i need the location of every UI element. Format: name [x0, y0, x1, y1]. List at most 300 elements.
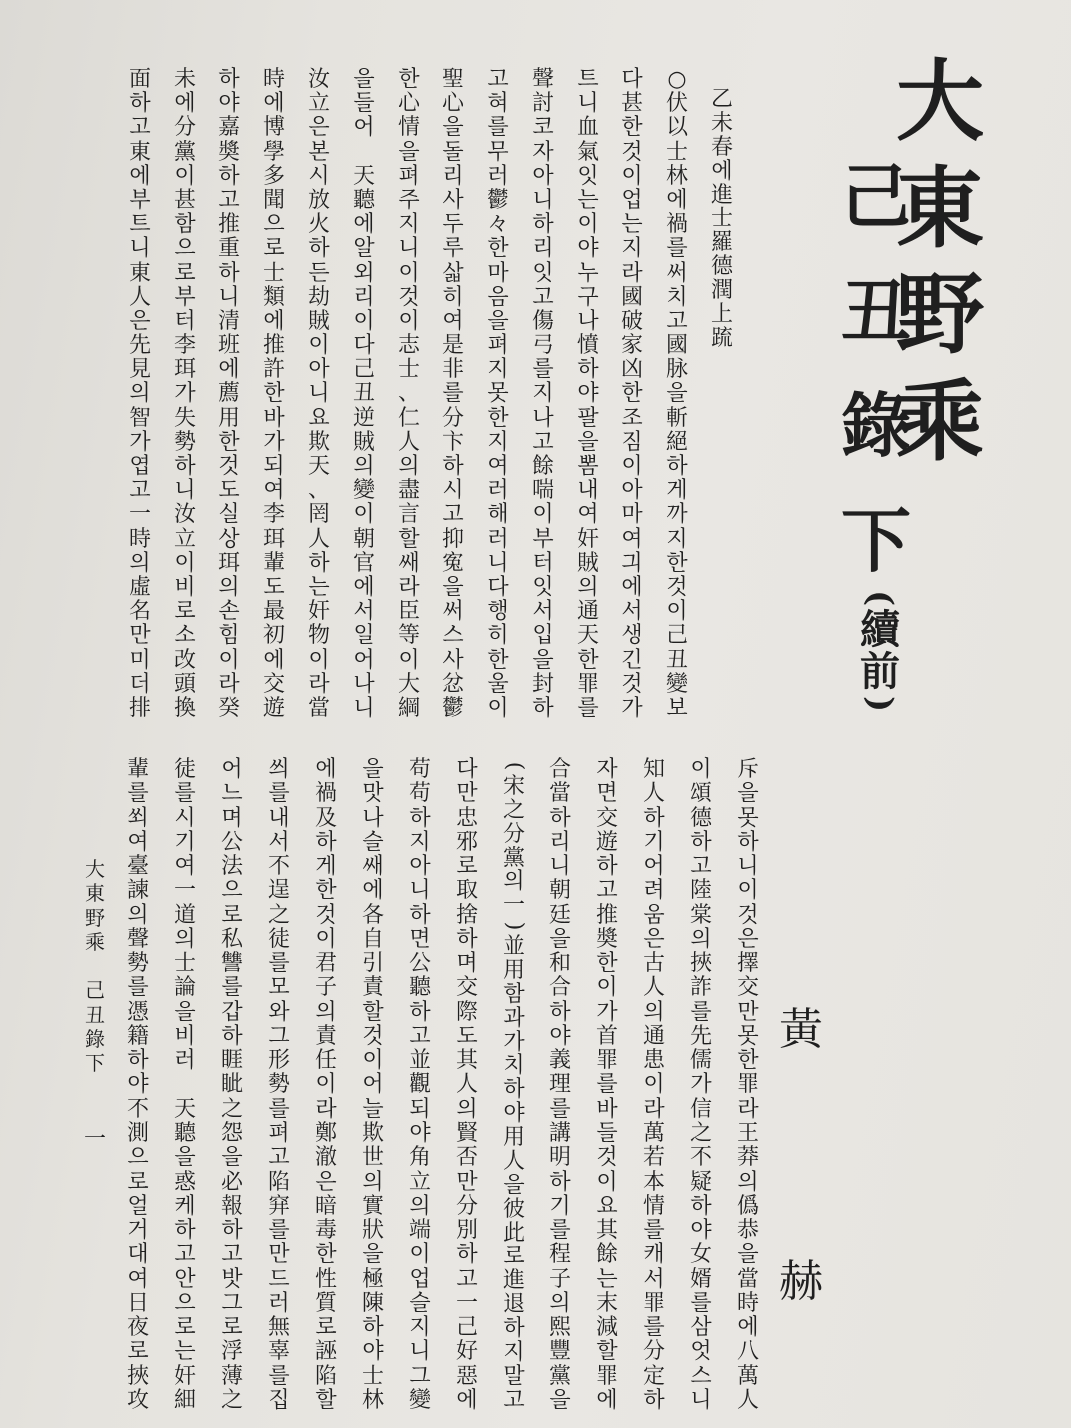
- glyph: 錄: [85, 1026, 105, 1051]
- glyph: 聖: [441, 67, 464, 92]
- glyph: 天: [352, 163, 375, 189]
- glyph: 李: [173, 333, 196, 359]
- glyph: 하: [174, 454, 196, 479]
- glyph: 嘉: [217, 115, 240, 141]
- glyph: [348, 141, 380, 164]
- glyph: 니: [218, 284, 240, 310]
- upper-column: [213, 68, 245, 720]
- glyph: 하: [174, 1218, 196, 1244]
- glyph: 推: [217, 212, 240, 238]
- glyph: 逞: [267, 878, 290, 904]
- glyph: 을: [362, 757, 384, 782]
- glyph: 히: [487, 623, 509, 649]
- glyph: 換: [173, 695, 196, 721]
- glyph: 며: [221, 805, 243, 831]
- glyph: 하: [643, 805, 665, 831]
- glyph: 極: [361, 1266, 384, 1292]
- glyph: 交: [736, 975, 759, 1001]
- glyph: 대: [127, 1242, 149, 1268]
- glyph: 德: [689, 805, 712, 831]
- glyph: 를: [268, 1096, 290, 1122]
- glyph: 하: [129, 91, 151, 117]
- glyph: 許: [262, 357, 285, 383]
- glyph: 하: [549, 805, 571, 831]
- upper-column: [258, 68, 290, 720]
- glyph: 니: [409, 878, 431, 904]
- glyph: 이: [398, 647, 420, 673]
- glyph: 알: [353, 236, 375, 262]
- glyph: 人: [455, 1072, 478, 1098]
- glyph: 士: [262, 260, 285, 286]
- glyph: 하: [218, 260, 240, 286]
- glyph: 을: [442, 115, 464, 141]
- glyph: 陳: [361, 1290, 384, 1316]
- glyph: 珥: [262, 526, 285, 552]
- glyph: 요: [596, 1193, 618, 1219]
- glyph: 情: [397, 115, 420, 141]
- glyph: 것: [218, 454, 240, 479]
- glyph: 거: [127, 1218, 149, 1244]
- glyph: 任: [314, 1048, 337, 1074]
- glyph: 고: [503, 1387, 525, 1413]
- glyph: 은: [737, 926, 759, 952]
- glyph: 이: [666, 599, 688, 625]
- glyph: 當: [548, 781, 571, 807]
- glyph: 士: [397, 357, 420, 383]
- glyph: 鄭: [314, 1120, 337, 1146]
- glyph: 分: [173, 115, 196, 141]
- glyph: 家: [620, 333, 643, 359]
- glyph: 니: [737, 854, 759, 880]
- glyph: 綱: [397, 695, 420, 721]
- glyph: 바: [263, 405, 285, 431]
- glyph: 를: [690, 1290, 712, 1316]
- glyph: 罪: [736, 1072, 759, 1098]
- upper-column: [303, 68, 335, 720]
- glyph: 擇: [736, 951, 759, 977]
- glyph: 否: [455, 1145, 478, 1171]
- glyph: 행: [487, 599, 509, 625]
- glyph: 斥: [736, 757, 759, 782]
- glyph: 黃: [779, 1004, 823, 1055]
- glyph: 하: [690, 1193, 712, 1219]
- glyph: 한: [218, 429, 240, 455]
- lower-column: [544, 758, 576, 1412]
- glyph: 은: [315, 1169, 337, 1195]
- glyph: 사: [442, 187, 464, 213]
- glyph: 에: [129, 163, 151, 189]
- glyph: 갑: [221, 999, 243, 1025]
- glyph: 것: [621, 671, 643, 697]
- glyph: 에: [315, 757, 337, 782]
- glyph: 만: [456, 1169, 478, 1195]
- glyph: 이: [218, 647, 240, 673]
- glyph: 것: [666, 574, 688, 600]
- glyph: 伏: [665, 91, 688, 117]
- glyph: 이: [621, 163, 643, 189]
- lower-column: [169, 758, 201, 1412]
- lower-column: [732, 758, 764, 1412]
- glyph: 人: [307, 526, 330, 552]
- glyph: 己: [85, 978, 105, 1003]
- glyph: 和: [548, 951, 571, 977]
- glyph: 주: [398, 187, 420, 213]
- glyph: 籍: [126, 1023, 149, 1049]
- glyph: 의: [456, 1096, 478, 1122]
- glyph: 이: [398, 308, 420, 334]
- glyph: 勢: [126, 951, 149, 977]
- glyph: 라: [621, 260, 643, 286]
- glyph: 의: [362, 1169, 384, 1195]
- glyph: 만: [737, 999, 759, 1025]
- glyph: 더: [129, 671, 151, 697]
- glyph: 班: [217, 333, 240, 359]
- glyph: 及: [314, 805, 337, 831]
- glyph: 지: [532, 381, 554, 407]
- glyph: 東: [128, 260, 151, 286]
- glyph: 遊: [262, 695, 285, 721]
- glyph: 大: [397, 671, 420, 697]
- glyph: 挾: [689, 951, 712, 977]
- glyph: 치: [666, 284, 688, 310]
- glyph: 는: [577, 187, 599, 213]
- glyph: 하: [315, 829, 337, 855]
- glyph: 다: [487, 574, 509, 600]
- glyph: 惑: [173, 1169, 196, 1195]
- glyph: 程: [548, 1242, 571, 1268]
- glyph: 傷: [531, 308, 554, 334]
- glyph: 내: [268, 805, 290, 831]
- glyph: 之: [220, 1096, 243, 1122]
- glyph: 어: [221, 757, 243, 782]
- glyph: 分: [441, 405, 464, 431]
- glyph: 盡: [397, 478, 420, 504]
- glyph: 을: [577, 429, 599, 455]
- glyph: 人: [397, 429, 420, 455]
- glyph: 初: [262, 623, 285, 649]
- glyph: 것: [621, 139, 643, 165]
- glyph: 지: [503, 1339, 525, 1365]
- glyph: 로: [174, 1315, 196, 1341]
- glyph: 進: [710, 182, 733, 208]
- glyph: 엽: [129, 454, 151, 479]
- glyph: 하: [532, 695, 554, 721]
- glyph: 하: [456, 1242, 478, 1268]
- glyph: 弓: [531, 333, 554, 359]
- glyph: 한: [666, 550, 688, 576]
- glyph: 合: [548, 975, 571, 1001]
- glyph: 두: [442, 212, 464, 238]
- glyph: 錄: [841, 384, 911, 468]
- upper-column: [348, 68, 380, 720]
- glyph: 이: [353, 308, 375, 334]
- glyph: 터: [174, 308, 196, 334]
- glyph: 못: [737, 805, 759, 831]
- glyph: 로: [174, 599, 196, 625]
- glyph: 臺: [126, 854, 149, 880]
- glyph: 서: [621, 599, 643, 625]
- glyph: 움: [643, 902, 665, 928]
- glyph: 國: [620, 284, 643, 310]
- glyph: 通: [576, 599, 599, 625]
- glyph: 본: [308, 139, 330, 165]
- glyph: 기: [174, 829, 196, 855]
- glyph: 이: [532, 502, 554, 528]
- glyph: 餘: [595, 1242, 618, 1268]
- glyph: 賊: [576, 550, 599, 576]
- glyph: 하: [503, 1077, 525, 1103]
- glyph: 할: [362, 999, 384, 1025]
- glyph: 世: [361, 1145, 384, 1171]
- glyph: 해: [487, 502, 509, 528]
- glyph: 이: [174, 550, 196, 576]
- glyph: 업: [409, 1266, 431, 1292]
- glyph: 博: [262, 115, 285, 141]
- glyph: 과: [503, 1005, 525, 1031]
- glyph: 怨: [220, 1120, 243, 1146]
- glyph: 頌: [689, 781, 712, 807]
- glyph: 야: [409, 1120, 431, 1146]
- glyph: 欺: [307, 429, 330, 455]
- glyph: 의: [577, 574, 599, 600]
- glyph: 際: [455, 999, 478, 1025]
- glyph: 、: [307, 478, 330, 504]
- glyph: 暗: [314, 1193, 337, 1219]
- glyph: 가: [621, 695, 643, 721]
- glyph: 고: [129, 478, 151, 504]
- glyph: 氣: [576, 139, 599, 165]
- glyph: 의: [129, 550, 151, 576]
- glyph: 스: [690, 1363, 712, 1389]
- glyph: 고: [532, 284, 554, 310]
- glyph: 並: [502, 934, 525, 959]
- glyph: 義: [548, 1048, 571, 1074]
- glyph: 잇: [532, 260, 554, 286]
- glyph: 하: [362, 1315, 384, 1341]
- glyph: 은: [308, 115, 330, 141]
- glyph: 睚: [220, 1048, 243, 1074]
- glyph: 之: [220, 1387, 243, 1413]
- glyph: 를: [643, 1218, 665, 1244]
- glyph: 細: [173, 1387, 196, 1413]
- glyph: 돌: [442, 139, 464, 165]
- glyph: 으: [127, 1145, 149, 1171]
- glyph: 한: [621, 381, 643, 407]
- glyph: 時: [128, 526, 151, 552]
- glyph: (: [502, 761, 527, 771]
- glyph: 己: [841, 155, 911, 238]
- glyph: 상: [218, 526, 240, 552]
- glyph: 고: [221, 1242, 243, 1268]
- glyph: 어: [362, 1072, 384, 1098]
- glyph: 부: [129, 187, 151, 213]
- glyph: 物: [307, 623, 330, 649]
- glyph: 合: [548, 757, 571, 782]
- glyph: 을: [737, 781, 759, 807]
- glyph: 宋: [502, 773, 525, 799]
- glyph: 고: [442, 502, 464, 528]
- glyph: 하: [442, 454, 464, 479]
- glyph: 明: [548, 1145, 571, 1171]
- glyph: 實: [361, 1193, 384, 1219]
- glyph: 聞: [262, 187, 285, 213]
- glyph: 지: [398, 212, 420, 238]
- glyph: 를: [643, 1315, 665, 1341]
- glyph: 之: [502, 797, 525, 823]
- glyph: 를: [268, 951, 290, 977]
- glyph: 고: [532, 429, 554, 455]
- glyph: 아: [409, 854, 431, 880]
- glyph: 推: [262, 333, 285, 359]
- glyph: 下: [841, 498, 911, 582]
- glyph: 未: [710, 110, 733, 136]
- glyph: 末: [595, 1290, 618, 1316]
- glyph: 徒: [173, 757, 196, 782]
- glyph: 學: [262, 139, 285, 165]
- glyph: 惡: [455, 1363, 478, 1389]
- glyph: 薄: [220, 1363, 243, 1389]
- glyph: 講: [548, 1120, 571, 1146]
- glyph: 를: [549, 1096, 571, 1122]
- glyph: 야: [690, 1218, 712, 1244]
- upper-column: [572, 68, 604, 720]
- glyph: 하: [503, 1316, 525, 1341]
- glyph: 己: [455, 1315, 478, 1341]
- glyph: 다: [353, 333, 375, 359]
- glyph: 人: [642, 975, 665, 1001]
- glyph: 고: [218, 187, 240, 213]
- glyph: 陷: [267, 1169, 290, 1195]
- glyph: 이: [690, 757, 712, 782]
- glyph: 法: [220, 854, 243, 880]
- glyph: 이: [174, 163, 196, 189]
- glyph: 슬: [362, 829, 384, 855]
- glyph: 하: [409, 805, 431, 831]
- glyph: 한: [315, 878, 337, 904]
- glyph: 鬱: [441, 695, 464, 721]
- glyph: 서: [268, 829, 290, 855]
- glyph: 하: [532, 212, 554, 238]
- glyph: 乘: [85, 929, 105, 954]
- glyph: 本: [642, 1169, 665, 1195]
- glyph: 에: [263, 647, 285, 673]
- glyph: 上: [710, 302, 733, 328]
- glyph: 잇: [532, 574, 554, 600]
- glyph: 士: [665, 139, 688, 165]
- glyph: 汝: [173, 502, 196, 528]
- glyph: 餘: [531, 454, 554, 479]
- glyph: 를: [221, 975, 243, 1001]
- glyph: 丑: [841, 269, 911, 353]
- glyph: 通: [642, 1023, 665, 1049]
- glyph: 나: [577, 308, 599, 334]
- glyph: 의: [690, 926, 712, 952]
- lower-column: [638, 758, 670, 1412]
- memorial-heading: [706, 88, 738, 350]
- glyph: 毒: [314, 1218, 337, 1244]
- glyph: 挾: [126, 1363, 149, 1389]
- glyph: 이: [353, 502, 375, 528]
- glyph: 必: [220, 1169, 243, 1195]
- glyph: 官: [352, 550, 375, 576]
- glyph: 한: [263, 381, 285, 407]
- glyph: 펴: [398, 163, 420, 189]
- glyph: 가: [503, 1029, 525, 1055]
- glyph: 부: [532, 526, 554, 552]
- glyph: 아: [308, 357, 330, 383]
- glyph: 에: [263, 91, 285, 117]
- glyph: 되: [409, 1096, 431, 1122]
- glyph: 用: [217, 405, 240, 431]
- glyph: 로: [127, 1169, 149, 1195]
- glyph: 나: [532, 405, 554, 431]
- glyph: 가: [263, 429, 285, 455]
- glyph: 奬: [595, 926, 618, 952]
- glyph: 火: [307, 212, 330, 238]
- glyph: 抑: [441, 526, 464, 552]
- glyph: 捨: [455, 902, 478, 928]
- glyph: 고: [690, 854, 712, 880]
- glyph: 가: [690, 1072, 712, 1098]
- glyph: 을: [503, 1172, 525, 1198]
- glyph: 그: [409, 1363, 431, 1389]
- glyph: 東: [85, 881, 105, 906]
- glyph: 破: [620, 308, 643, 334]
- glyph: 삷: [442, 260, 464, 286]
- glyph: 定: [642, 1363, 665, 1389]
- glyph: 할: [398, 526, 420, 552]
- glyph: 여: [127, 1266, 149, 1292]
- glyph: 러: [487, 526, 509, 552]
- glyph: 聲: [126, 926, 149, 952]
- glyph: 引: [361, 951, 384, 977]
- glyph: 에: [218, 357, 240, 383]
- glyph: 儒: [689, 1048, 712, 1074]
- glyph: 것: [362, 1023, 384, 1049]
- glyph: 들: [596, 1120, 618, 1146]
- glyph: 憤: [576, 333, 599, 359]
- glyph: 엇: [690, 1339, 712, 1365]
- glyph: 를: [442, 381, 464, 407]
- glyph: 안: [174, 1266, 196, 1292]
- glyph: 생: [621, 623, 643, 649]
- glyph: 지: [487, 429, 509, 455]
- glyph: 하: [409, 999, 431, 1025]
- glyph: 바: [596, 1096, 618, 1122]
- glyph: 고: [409, 1023, 431, 1049]
- glyph: 浮: [220, 1339, 243, 1365]
- glyph: 進: [502, 1268, 525, 1294]
- glyph: 人: [642, 781, 665, 807]
- glyph: 天: [576, 623, 599, 649]
- glyph: 乙: [710, 87, 733, 112]
- glyph: 排: [128, 695, 151, 721]
- running-title: [83, 858, 107, 1074]
- glyph: 를: [268, 781, 290, 807]
- glyph: 仁: [397, 405, 420, 431]
- glyph: 삼: [690, 1315, 712, 1341]
- glyph: 退: [502, 1292, 525, 1318]
- glyph: 야: [218, 91, 240, 117]
- glyph: 陸: [689, 878, 712, 904]
- glyph: 心: [397, 91, 420, 117]
- glyph: 을: [549, 926, 571, 952]
- glyph: 並: [408, 1048, 431, 1074]
- glyph: 奬: [217, 139, 240, 165]
- glyph: 을: [174, 999, 196, 1025]
- glyph: 를: [268, 1218, 290, 1244]
- glyph: 變: [352, 478, 375, 504]
